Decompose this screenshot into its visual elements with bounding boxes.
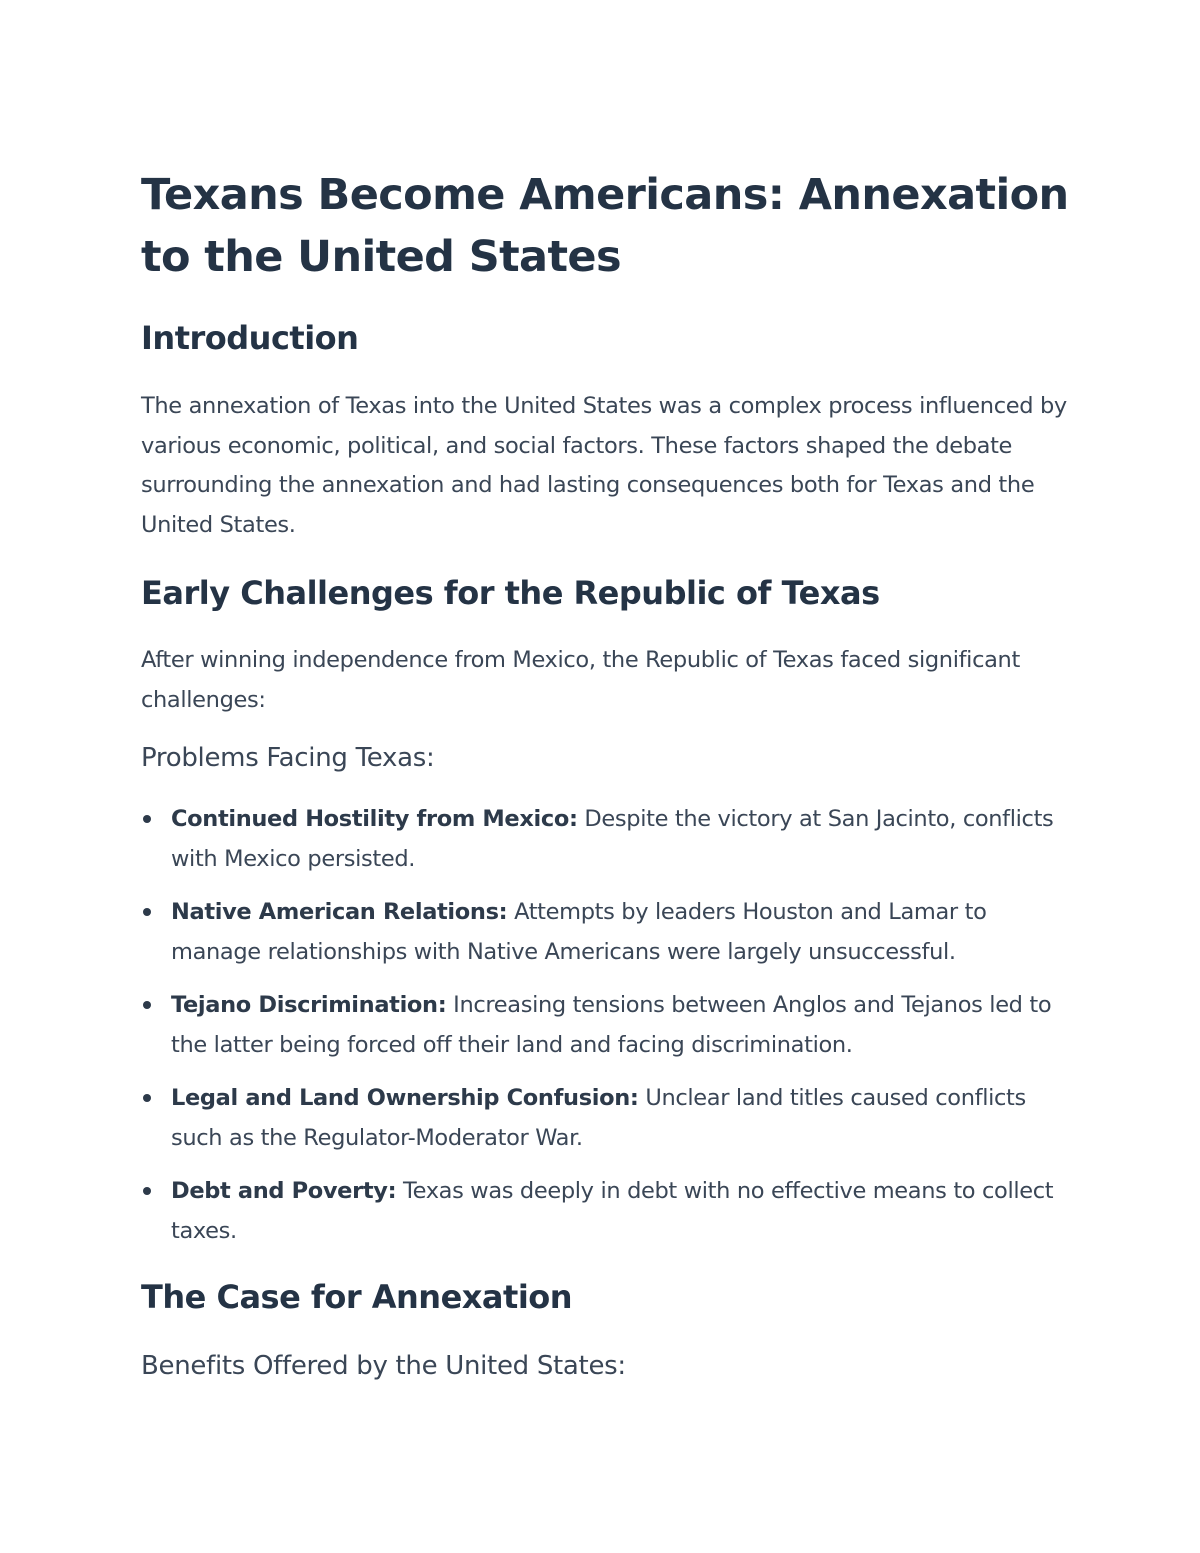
list-item-term: Tejano Discrimination: [171, 992, 447, 1018]
bullet-icon [143, 1001, 151, 1009]
list-item-term: Native American Relations: [171, 899, 508, 925]
early-challenges-heading: Early Challenges for the Republic of Texas [141, 574, 880, 612]
list-item-text: Unclear land titles caused conflicts such as the Regulator-Moderator War. [171, 1085, 1026, 1151]
list-item-text: Despite the victory at San Jacinto, conflicts with Mexico persisted. [171, 806, 1054, 872]
list-item-text: Increasing tensions between Anglos and Tejanos led to the latter being forced off their land and facing discrimination. [171, 992, 1052, 1058]
benefits-subheading: Benefits Offered by the United States: [141, 1351, 626, 1381]
list-item-term: Continued Hostility from Mexico: [171, 806, 578, 832]
list-item [141, 986, 1071, 1065]
introduction-paragraph: The annexation of Texas into the United States was a complex process influenced by various economic, political, and social factors. These factors shaped the debate surrounding the annexation and had lasting consequences both for Texas and the United States. [141, 393, 1067, 538]
bullet-icon [143, 908, 151, 916]
list-item-text: Attempts by leaders Houston and Lamar to manage relationships with Native Americans were largely unsuccessful. [171, 899, 987, 965]
bullet-icon [143, 815, 151, 823]
list-item-term: Legal and Land Ownership Confusion: [171, 1085, 639, 1111]
list-item [141, 893, 1071, 972]
problems-facing-texas-subheading: Problems Facing Texas: [141, 743, 435, 773]
problems-list [141, 800, 1071, 1265]
early-challenges-paragraph: After winning independence from Mexico, the Republic of Texas faced significant challenges: [141, 647, 1020, 713]
case-for-annexation-heading: The Case for Annexation [141, 1278, 573, 1316]
document-title: Texans Become Americans: Annexation to the United States [141, 170, 1069, 282]
list-item-term: Debt and Poverty: [171, 1178, 397, 1204]
bullet-icon [143, 1094, 151, 1102]
list-item-text: Texas was deeply in debt with no effective means to collect taxes. [171, 1178, 1054, 1244]
list-item [141, 800, 1071, 879]
introduction-heading: Introduction [141, 319, 359, 357]
bullet-icon [143, 1187, 151, 1195]
list-item [141, 1079, 1071, 1158]
list-item [141, 1172, 1071, 1251]
